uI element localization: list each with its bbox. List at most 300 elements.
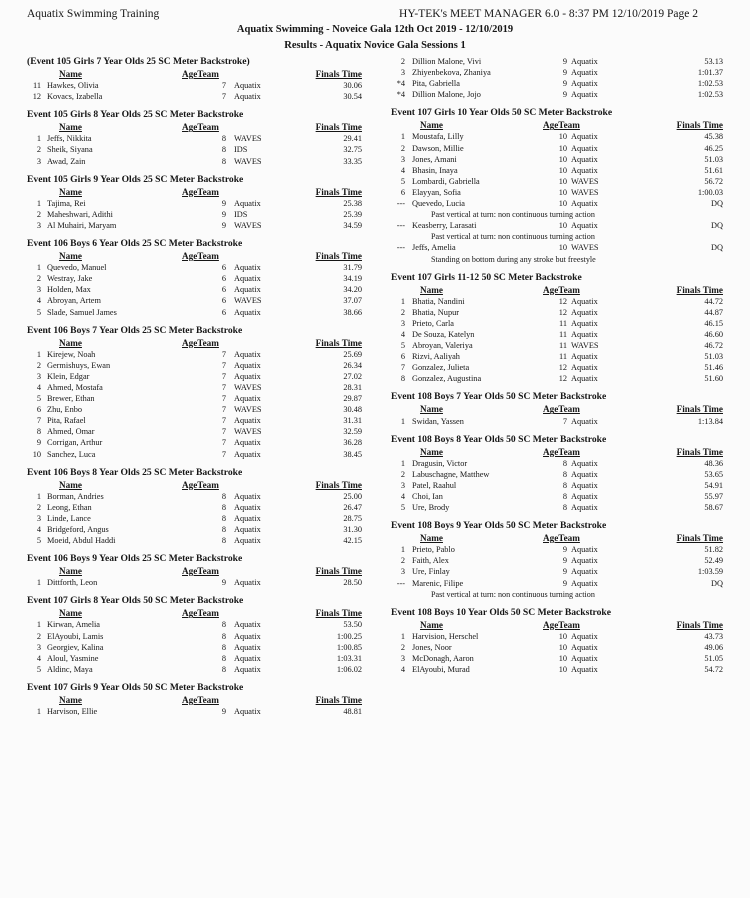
age: 9: [221, 707, 226, 717]
name-header: Name: [420, 284, 443, 295]
table-header: [27, 69, 362, 80]
place: 2: [400, 57, 405, 66]
results-title: Results - Aquatix Novice Gala Sessions 1: [284, 40, 466, 51]
place: 1: [400, 296, 405, 306]
age: 6: [221, 263, 226, 273]
result-row: [391, 318, 723, 329]
swimmer-name: Aldinc, Maya: [47, 664, 93, 674]
place: 3: [400, 567, 405, 577]
swimmer-name: Marenic, Filipe: [412, 578, 464, 588]
swimmer-name: Gonzalez, Julieta: [412, 363, 470, 373]
place: 3: [400, 654, 405, 664]
table-header: [391, 120, 723, 131]
place: 7: [36, 416, 41, 426]
swimmer-name: Pita, Rafael: [47, 416, 86, 426]
age: 10: [558, 154, 567, 164]
result-row: [391, 664, 723, 675]
result-row: [27, 706, 362, 717]
swimmer-name: Bhatia, Nupur: [412, 307, 460, 317]
result-row: [27, 404, 362, 415]
swimmer-name: Westray, Jake: [47, 274, 93, 284]
age-team-header: AgeTeam: [182, 479, 219, 490]
age: 8: [562, 469, 567, 479]
place: 3: [36, 513, 41, 523]
swimmer-name: Swidan, Yassen: [412, 416, 464, 426]
place: 4: [400, 492, 405, 501]
place: 8: [36, 427, 41, 437]
event-block: [27, 553, 362, 588]
org-name: Aquatix Swimming Training: [27, 8, 160, 20]
finals-time: 52.49: [704, 556, 723, 566]
age: 9: [562, 57, 567, 66]
result-row: [391, 642, 723, 653]
age: 7: [562, 416, 567, 426]
finals-time: 26.47: [343, 502, 362, 512]
age: 10: [558, 165, 567, 175]
swimmer-name: Linde, Lance: [47, 513, 91, 523]
name-header: Name: [420, 619, 443, 630]
place: 2: [400, 143, 405, 153]
name-header: Name: [420, 120, 443, 131]
swimmer-name: Ure, Finlay: [412, 567, 450, 577]
result-row: [391, 566, 723, 577]
team: Aquatix: [234, 642, 261, 652]
swimmer-name: Bridgeford, Angus: [47, 525, 109, 534]
place: 6: [400, 352, 405, 362]
finals-time: 48.36: [704, 458, 723, 468]
swimmer-name: Kirwan, Amelia: [47, 620, 100, 630]
age: 6: [221, 274, 226, 284]
team: Aquatix: [234, 653, 261, 663]
age: 10: [558, 665, 567, 675]
finals-time: 31.31: [343, 416, 362, 426]
team: Aquatix: [234, 307, 261, 317]
event-title: Event 108 Boys 7 Year Olds 50 SC Meter Backstroke: [391, 391, 607, 403]
swimmer-name: Brewer, Ethan: [47, 394, 95, 404]
age-team-header: AgeTeam: [182, 122, 219, 133]
place: 1: [36, 349, 41, 359]
age-team-header: AgeTeam: [543, 619, 580, 630]
team: Aquatix: [571, 642, 598, 652]
finals-time: 1:02.53: [697, 79, 723, 89]
team: Aquatix: [234, 416, 261, 426]
age-team-header: AgeTeam: [543, 446, 580, 457]
swimmer-name: De Souza, Katelyn: [412, 329, 475, 339]
age: 7: [221, 382, 226, 392]
team: Aquatix: [234, 707, 261, 717]
dq-reason: Past vertical at turn: non continuous turning action: [431, 232, 595, 242]
team: WAVES: [234, 220, 262, 230]
team: WAVES: [234, 134, 262, 144]
result-row: [27, 307, 362, 318]
team: Aquatix: [234, 449, 261, 459]
name-header: Name: [420, 533, 443, 544]
finals-time: 33.35: [343, 156, 362, 166]
result-row: [27, 295, 362, 306]
result-row: [391, 143, 723, 154]
team: Aquatix: [571, 374, 598, 384]
team: Aquatix: [234, 274, 261, 284]
swimmer-name: Moustafa, Lilly: [412, 132, 464, 142]
swimmer-name: Slade, Samuel James: [47, 307, 117, 317]
finals-time-header: Finals Time: [315, 251, 362, 262]
swimmer-name: Harvision, Herschel: [412, 631, 479, 641]
swimmer-name: Leong, Ethan: [47, 502, 92, 512]
result-row: [27, 349, 362, 360]
finals-time: 46.72: [704, 341, 723, 351]
finals-time: 34.20: [343, 285, 362, 295]
event-title: (Event 105 Girls 7 Year Olds 25 SC Meter Backstroke): [27, 56, 250, 67]
result-row: [27, 91, 362, 102]
age: 8: [221, 642, 226, 652]
age: 8: [221, 134, 226, 144]
place: 2: [36, 502, 41, 512]
finals-time: 51.60: [704, 374, 723, 384]
place: 3: [36, 156, 41, 166]
place: 2: [400, 556, 405, 566]
result-row: [27, 449, 362, 460]
event-title: Event 105 Girls 9 Year Olds 25 SC Meter Backstroke: [27, 173, 244, 185]
age: 10: [558, 143, 567, 153]
software-stamp: HY-TEK's MEET MANAGER 6.0 - 8:37 PM 12/10/2019 Page 2: [399, 8, 698, 20]
age-team-header: AgeTeam: [182, 186, 219, 197]
result-row: [391, 78, 723, 89]
place: 2: [36, 274, 41, 284]
age: 6: [221, 307, 226, 317]
finals-time: DQ: [711, 199, 723, 209]
finals-time: 34.19: [343, 274, 362, 284]
event-block: [27, 109, 362, 166]
team: Aquatix: [571, 480, 598, 490]
result-row: [27, 209, 362, 220]
age: 7: [221, 349, 226, 359]
swimmer-name: Harvison, Ellie: [47, 707, 98, 717]
age: 7: [221, 438, 226, 448]
age: 7: [221, 81, 226, 91]
finals-time-header: Finals Time: [315, 566, 362, 577]
name-header: Name: [59, 566, 82, 577]
swimmer-name: Jeffs, Amelia: [412, 243, 456, 253]
age: 8: [221, 156, 226, 166]
table-header: [391, 447, 723, 458]
place: 3: [400, 480, 405, 490]
place: 9: [36, 438, 41, 448]
place: 1: [36, 620, 41, 630]
age-team-header: AgeTeam: [543, 404, 580, 415]
left-column: [27, 56, 362, 724]
team: Aquatix: [234, 394, 261, 404]
result-row: [391, 329, 723, 340]
table-header: [27, 480, 362, 491]
finals-time: 34.59: [343, 220, 362, 230]
result-row: [391, 220, 723, 231]
result-row: [27, 360, 362, 371]
age: 10: [558, 243, 567, 253]
finals-time: 31.79: [343, 263, 362, 273]
age: 8: [221, 620, 226, 630]
event-block: [391, 107, 723, 264]
swimmer-name: Awad, Zain: [47, 156, 86, 166]
finals-time: 58.67: [704, 503, 723, 513]
finals-time: 38.45: [343, 449, 362, 459]
event-title: Event 108 Boys 8 Year Olds 50 SC Meter Backstroke: [391, 433, 607, 445]
table-header: [27, 338, 362, 349]
age: 12: [558, 374, 567, 384]
swimmer-name: Dragusin, Victor: [412, 458, 468, 468]
finals-time: 44.72: [704, 296, 723, 306]
team: Aquatix: [234, 81, 261, 91]
age: 6: [221, 285, 226, 295]
place: 3: [400, 68, 405, 78]
swimmer-name: Gonzalez, Augustina: [412, 374, 482, 384]
name-header: Name: [420, 404, 443, 415]
table-header: [27, 695, 362, 706]
finals-time: 1:06.02: [336, 664, 362, 674]
finals-time: 44.87: [704, 307, 723, 317]
place: 1: [36, 491, 41, 501]
place: 4: [400, 165, 405, 175]
name-header: Name: [59, 479, 82, 490]
result-row: [391, 242, 723, 253]
team: IDS: [234, 209, 248, 219]
finals-time: 28.50: [343, 578, 362, 588]
age: 9: [562, 90, 567, 100]
place: 5: [36, 536, 41, 546]
team: Aquatix: [571, 221, 598, 231]
place: *4: [396, 90, 405, 100]
result-row: [391, 67, 723, 78]
table-header: [27, 122, 362, 133]
finals-time-header: Finals Time: [315, 694, 362, 705]
swimmer-name: Abroyan, Valeriya: [412, 341, 473, 351]
team: Aquatix: [234, 371, 261, 381]
finals-time: 55.97: [704, 492, 723, 501]
age: 12: [558, 296, 567, 306]
finals-time: 46.15: [704, 318, 723, 328]
age: 9: [221, 578, 226, 588]
swimmer-name: Maheshwari, Adithi: [47, 209, 113, 219]
result-row: [391, 340, 723, 351]
swimmer-name: Zhiyenbekova, Zhaniya: [412, 68, 491, 78]
finals-time: DQ: [711, 221, 723, 231]
result-row: [391, 176, 723, 187]
finals-time: 26.34: [343, 360, 362, 370]
name-header: Name: [59, 694, 82, 705]
swimmer-name: Kovacs, Izabella: [47, 92, 103, 102]
age-team-header: AgeTeam: [543, 284, 580, 295]
name-header: Name: [59, 69, 82, 79]
team: Aquatix: [571, 665, 598, 675]
finals-time-header: Finals Time: [315, 122, 362, 133]
result-row: [27, 437, 362, 448]
event-block: [27, 325, 362, 460]
place: 3: [400, 154, 405, 164]
finals-time-header: Finals Time: [315, 69, 362, 79]
result-row: [27, 382, 362, 393]
right-column: [391, 56, 723, 682]
place: 5: [36, 394, 41, 404]
finals-time: 30.54: [343, 92, 362, 102]
swimmer-name: Ahmed, Omar: [47, 427, 95, 437]
place: 3: [36, 371, 41, 381]
team: Aquatix: [571, 654, 598, 664]
age: 8: [221, 536, 226, 546]
table-header: [391, 285, 723, 296]
result-row: [391, 578, 723, 589]
name-header: Name: [420, 446, 443, 457]
result-row: [391, 373, 723, 384]
finals-time-header: Finals Time: [676, 284, 723, 295]
age: 8: [562, 458, 567, 468]
place: 4: [36, 296, 41, 306]
team: Aquatix: [571, 199, 598, 209]
finals-time: 27.02: [343, 371, 362, 381]
age: 8: [221, 502, 226, 512]
place: 1: [36, 578, 41, 588]
swimmer-name: Quevedo, Manuel: [47, 263, 107, 273]
result-row: [27, 198, 362, 209]
finals-time: 46.60: [704, 329, 723, 339]
event-title: Event 106 Boys 9 Year Olds 25 SC Meter Backstroke: [27, 553, 243, 565]
result-row: [391, 491, 723, 502]
place: 1: [36, 134, 41, 144]
result-row: [27, 80, 362, 91]
age-team-header: AgeTeam: [182, 608, 219, 619]
name-header: Name: [59, 608, 82, 619]
team: Aquatix: [234, 198, 261, 208]
place: 2: [36, 145, 41, 155]
team: Aquatix: [571, 68, 598, 78]
place: 3: [400, 318, 405, 328]
place: 3: [36, 642, 41, 652]
age: 9: [221, 209, 226, 219]
table-header: [27, 608, 362, 619]
place: 4: [400, 665, 405, 675]
team: WAVES: [571, 243, 599, 253]
swimmer-name: Moeid, Abdul Haddi: [47, 536, 116, 546]
swimmer-name: Lombardi, Gabriella: [412, 176, 480, 186]
finals-time: 29.41: [343, 134, 362, 144]
finals-time: 51.61: [704, 165, 723, 175]
swimmer-name: Sheik, Siyana: [47, 145, 93, 155]
result-row: [391, 480, 723, 491]
result-row: [27, 220, 362, 231]
event-block: [27, 595, 362, 675]
swimmer-name: Zhu, Enbo: [47, 405, 83, 415]
team: Aquatix: [234, 438, 261, 448]
table-header: [27, 187, 362, 198]
team: Aquatix: [234, 536, 261, 546]
finals-time: 36.28: [343, 438, 362, 448]
team: Aquatix: [571, 492, 598, 501]
team: Aquatix: [571, 318, 598, 328]
finals-time: 28.75: [343, 513, 362, 523]
result-row: [391, 416, 723, 427]
swimmer-name: ElAyoubi, Lamis: [47, 631, 104, 641]
team: Aquatix: [571, 416, 598, 426]
finals-time-header: Finals Time: [676, 533, 723, 544]
swimmer-name: Faith, Alex: [412, 556, 449, 566]
result-row: [391, 458, 723, 469]
age: 8: [221, 525, 226, 534]
table-header: [391, 404, 723, 415]
swimmer-name: Jeffs, Nikkita: [47, 134, 92, 144]
finals-time-header: Finals Time: [315, 337, 362, 348]
swimmer-name: Georgiev, Kalina: [47, 642, 104, 652]
result-row: [391, 296, 723, 307]
team: Aquatix: [571, 458, 598, 468]
finals-time-header: Finals Time: [676, 619, 723, 630]
result-row: [27, 653, 362, 664]
place: 10: [32, 449, 41, 459]
age-team-header: AgeTeam: [543, 120, 580, 131]
result-row: [27, 393, 362, 404]
team: Aquatix: [234, 285, 261, 295]
result-row: [391, 198, 723, 209]
finals-time: 46.25: [704, 143, 723, 153]
result-row: [27, 502, 362, 513]
place: 4: [36, 382, 41, 392]
finals-time-header: Finals Time: [315, 479, 362, 490]
result-row: [391, 307, 723, 318]
event-title: Event 106 Boys 7 Year Olds 25 SC Meter Backstroke: [27, 324, 243, 336]
swimmer-name: Ahmed, Mostafa: [47, 382, 103, 392]
event-title: Event 107 Girls 10 Year Olds 50 SC Meter Backstroke: [391, 107, 613, 119]
finals-time: 1:00.85: [336, 642, 362, 652]
team: Aquatix: [234, 491, 261, 501]
finals-time: 1:00.03: [697, 187, 723, 197]
age-team-header: AgeTeam: [182, 566, 219, 577]
finals-time: 28.31: [343, 382, 362, 392]
place: 5: [36, 307, 41, 317]
place: 4: [36, 525, 41, 534]
result-row: [27, 426, 362, 437]
result-row: [27, 156, 362, 167]
team: Aquatix: [571, 296, 598, 306]
age: 9: [562, 68, 567, 78]
team: Aquatix: [234, 513, 261, 523]
place: 1: [400, 631, 405, 641]
team: WAVES: [234, 296, 262, 306]
finals-time: 51.82: [704, 545, 723, 555]
table-header: [27, 566, 362, 577]
finals-time: 1:03.59: [697, 567, 723, 577]
team: Aquatix: [234, 92, 261, 102]
result-row: [391, 469, 723, 480]
swimmer-name: Holden, Max: [47, 285, 91, 295]
finals-time: 53.65: [704, 469, 723, 479]
swimmer-name: Patel, Raahul: [412, 480, 457, 490]
event-title: Event 106 Boys 6 Year Olds 25 SC Meter Backstroke: [27, 238, 243, 250]
result-row: [27, 262, 362, 273]
age: 8: [221, 491, 226, 501]
table-header: [391, 620, 723, 631]
age: 8: [221, 145, 226, 155]
place: 5: [400, 503, 405, 513]
place: 1: [400, 545, 405, 555]
name-header: Name: [59, 186, 82, 197]
team: Aquatix: [571, 57, 598, 66]
team: WAVES: [571, 341, 599, 351]
meet-title: Aquatix Swimming - Noveice Gala 12th Oct 2019 - 12/10/2019: [236, 24, 514, 35]
result-row: [27, 133, 362, 144]
finals-time: 54.91: [704, 480, 723, 490]
finals-time: 30.48: [343, 405, 362, 415]
finals-time: 54.72: [704, 665, 723, 675]
finals-time: 53.13: [704, 57, 723, 66]
result-row: [391, 154, 723, 165]
swimmer-name: Klein, Edgar: [47, 371, 90, 381]
